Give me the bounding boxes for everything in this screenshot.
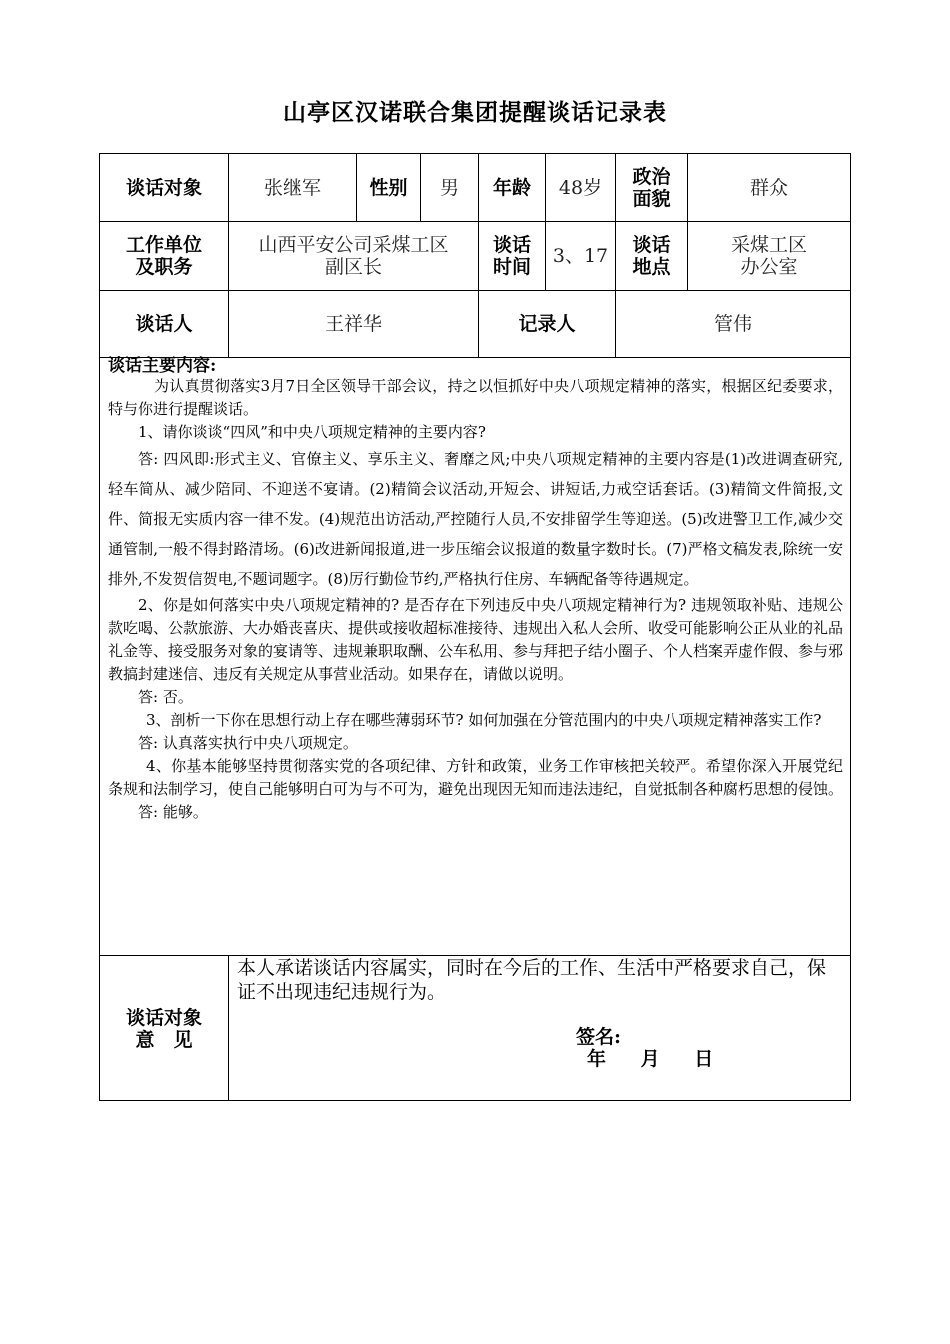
- unit-value-line-2: 副区长: [324, 256, 382, 278]
- unit-label-line-2: 及职务: [135, 256, 193, 278]
- opinion-label: [100, 956, 228, 1101]
- answer-3: 答: 认真落实执行中央八项规定。: [138, 734, 358, 752]
- age-label: 年龄: [492, 176, 531, 199]
- time-value: 3、17: [552, 245, 609, 267]
- gender-label: 性别: [369, 176, 408, 199]
- col-divider-opinion: [228, 955, 229, 1101]
- place-label: [616, 222, 687, 290]
- place-value-line-1: 采煤工区: [730, 234, 807, 256]
- time-label-line-2: 时间: [492, 256, 531, 278]
- political-label-line-1: 政治: [632, 165, 671, 188]
- answer-2: 答: 否。: [138, 688, 193, 706]
- unit-label: [100, 222, 228, 290]
- subject-value: 张继军: [263, 176, 321, 199]
- time-label: [479, 222, 545, 290]
- talk-record-form: [99, 153, 851, 1101]
- political-value: 群众: [749, 176, 788, 199]
- place-label-line-2: 地点: [632, 256, 671, 278]
- recorder-label: 记录人: [518, 313, 576, 335]
- opinion-label-line-2: 意 见: [135, 1028, 193, 1051]
- form-title: 山亭区汉诺联合集团提醒谈话记录表: [283, 99, 667, 126]
- question-4: 4、你基本能够坚持贯彻落实党的各项纪律、方针和政策，业务工作审核把关较严。希望你深入开展党纪条规和法制学习，使自己能够明白可为与不可为，避免出现因无知而违法违纪，自觉抵制各种腐朽思想的侵蚀。: [108, 757, 844, 798]
- question-3: 3、剖析一下你在思想行动上存在哪些薄弱环节? 如何加强在分管范围内的中央八项规定精神落实工作?: [146, 711, 822, 729]
- unit-label-line-1: 工作单位: [125, 234, 202, 256]
- talker-label: 谈话人: [135, 313, 193, 335]
- opinion-text: 本人承诺谈话内容属实，同时在今后的工作、生活中严格要求自己，保证不出现违纪违规行为。: [237, 957, 827, 1003]
- opinion-label-line-1: 谈话对象: [125, 1006, 202, 1029]
- recorder-value: 管伟: [713, 313, 752, 335]
- answer-4: 答: 能够。: [138, 803, 208, 821]
- question-1: 1、请你谈谈“四风”和中央八项规定精神的主要内容?: [138, 423, 486, 441]
- subject-label: 谈话对象: [125, 176, 202, 199]
- answer-1: 答: 四风即:形式主义、官僚主义、享乐主义、奢靡之风;中央八项规定精神的主要内容是(1)改进调查研究,轻车简从、减少陪同、不迎送不宴请。(2)精简会议活动,开短会、讲短话,力戒空话套话。(3)精简文件简报,文件、简报无实质内容一律不发。(4)规范出访活动,严控随行人员,不安排留学生等迎送。(5)改进警卫工作,减少交通管制,一般不得封路清场。(6)改进新闻报道,进一步压缩会议报道的数量字数时长。(7)严格文稿发表,除统一安排外,不发贺信贺电,不题词题字。(8)厉行勤俭节约,严格执行住房、车辆配备等待遇规定。: [108, 450, 843, 588]
- question-2: 2、你是如何落实中央八项规定精神的? 是否存在下列违反中央八项规定精神行为? 违规领取补贴、违规公款吃喝、公款旅游、大办婚丧喜庆、提供或接收超标准接待、违规出入私人会所、收受可能影响公正从业的礼品礼金等、接受服务对象的宴请等、违规兼职取酬、公车私用、参与拜把子结小圈子、个人档案弄虚作假、参与邪教搞封建迷信、违反有关规定从事营业活动。如果存在，请做以说明。: [108, 596, 844, 683]
- gender-value: 男: [439, 176, 459, 199]
- place-value-line-2: 办公室: [740, 256, 798, 278]
- signature-label: 签名:: [576, 1026, 622, 1048]
- age-value: 48岁: [558, 176, 603, 199]
- unit-value: [229, 222, 478, 290]
- unit-value-line-1: 山西平安公司采煤工区: [258, 234, 449, 256]
- talker-value: 王祥华: [324, 313, 382, 335]
- place-label-line-1: 谈话: [632, 234, 671, 256]
- time-label-line-1: 谈话: [492, 234, 531, 256]
- content-intro: 为认真贯彻落实3月7日全区领导干部会议，持之以恒抓好中央八项规定精神的落实，根据区纪委要求，特与你进行提醒谈话。: [108, 377, 843, 418]
- political-label: [616, 154, 687, 221]
- content-heading: 谈话主要内容:: [108, 356, 217, 376]
- political-label-line-2: 面貌: [632, 187, 671, 210]
- talk-content: [108, 357, 843, 824]
- place-value: [688, 222, 850, 290]
- date-label: 年 月 日: [587, 1048, 714, 1070]
